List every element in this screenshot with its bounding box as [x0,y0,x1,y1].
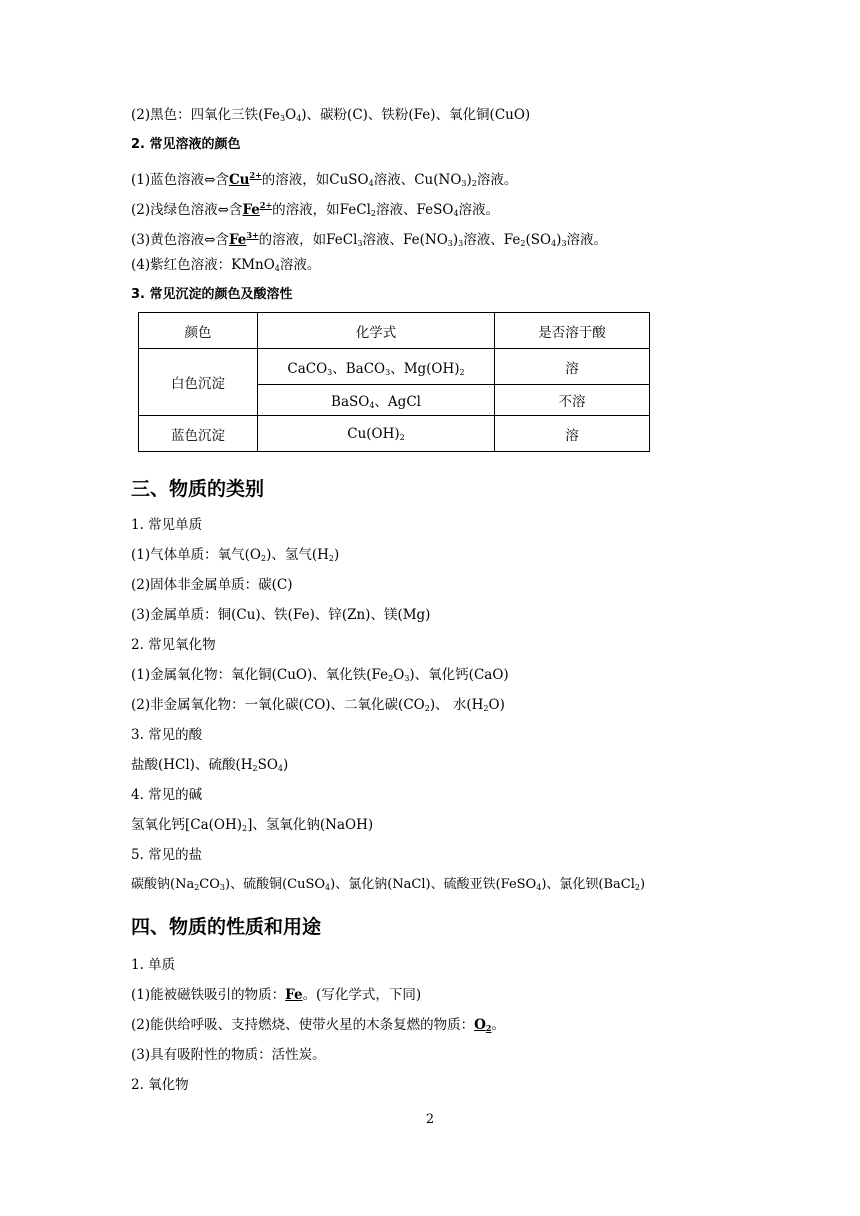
table-header-row [139,313,650,349]
subheading-precipitate: 3. 常见沉淀的颜色及酸溶性 [131,287,293,302]
text-line-yellow-solution: (3)黄色溶液⇔含$Fe^{3+}$的溶液，如FeCl$_3$溶液、$Fe(NO_3)_3$溶液、$Fe_2(SO_4)_3$溶液。 [131,230,608,248]
list-item: 5. 常见的盐 [131,847,203,863]
list-item: 1. 单质 [131,957,176,973]
list-item: (3)金属单质：铜(Cu)、铁(Fe)、锌(Zn)、镁(Mg) [131,607,431,623]
table-row [139,349,650,385]
list-item: 4. 常见的碱 [131,787,203,803]
table-header-cell: 是否溶于酸 [495,313,650,349]
list-item: 2. 氧化物 [131,1077,189,1093]
table-cell-formula: $Cu(OH)_2$ [258,416,495,452]
page-number: 2 [425,1112,435,1127]
list-item: (1)气体单质：氧气$(O_2)$、氢气$(H_2)$ [131,547,340,563]
table-cell-solubility: 溶 [495,349,650,385]
precipitate-table [138,312,650,452]
list-item: (2)能供给呼吸、支持燃烧、使带火星的木条复燃的物质：$O_2$。 [131,1017,505,1033]
list-item: 氢氧化钙$[Ca(OH)_2]$、氢氧化钠(NaOH) [131,817,374,833]
section-heading-categories: 三、物质的类别 [131,478,265,500]
table-cell-solubility: 溶 [495,416,650,452]
table-header-cell: 颜色 [139,313,258,349]
list-item: (2)非金属氧化物：一氧化碳(CO)、二氧化碳$(CO_2)$、 水$(H_2O)$ [131,697,505,713]
table-cell-solubility: 不溶 [495,385,650,416]
list-item: 碳酸钠$(Na_2CO_3)$、硫酸铜(CuSO$_4$)、氯化钠(NaCl)、硫酸亚铁(FeSO$_4$)、氯化钡(BaCl$_2$) [131,877,646,892]
text-line-blue-solution: (1)蓝色溶液⇔含$Cu^{2+}$的溶液，如CuSO$_4$溶液、$Cu(NO_3)_2$溶液。 [131,170,518,188]
table-cell-formula: CaCO$_3$、BaCO$_3$、$Mg(OH)_2$ [258,349,495,385]
section-heading-properties: 四、物质的性质和用途 [131,916,322,938]
list-item: (1)金属氧化物：氧化铜(CuO)、氧化铁$(Fe_2O_3)$、氧化钙(CaO) [131,667,509,683]
subheading-solution-colors: 2. 常见溶液的颜色 [131,137,241,152]
list-item: 2. 常见氧化物 [131,637,216,653]
list-item: (3)具有吸附性的物质：活性炭。 [131,1047,326,1063]
text-line-green-solution: (2)浅绿色溶液⇔含$Fe^{2+}$的溶液，如FeCl$_2$溶液、FeSO$_4$溶液。 [131,200,500,218]
list-item: (2)固体非金属单质：碳(C) [131,577,293,593]
table-cell-color: 蓝色沉淀 [139,416,258,452]
table-cell-formula: BaSO$_4$、AgCl [258,385,495,416]
text-line-purple-solution: (4)紫红色溶液：KMnO$_4$溶液。 [131,257,321,273]
list-item: (1)能被磁铁吸引的物质：Fe。(写化学式，下同) [131,987,422,1003]
table-cell-color: 白色沉淀 [139,349,258,416]
list-item: 3. 常见的酸 [131,727,203,743]
table-row [139,416,650,452]
list-item: 盐酸(HCl)、硫酸$(H_2SO_4)$ [131,757,289,773]
table-header-cell: 化学式 [258,313,495,349]
text-line-black-colors: (2)黑色：四氧化三铁$(Fe_3O_4)$、碳粉(C)、铁粉(Fe)、氧化铜(CuO) [131,107,531,123]
list-item: 1. 常见单质 [131,517,203,533]
